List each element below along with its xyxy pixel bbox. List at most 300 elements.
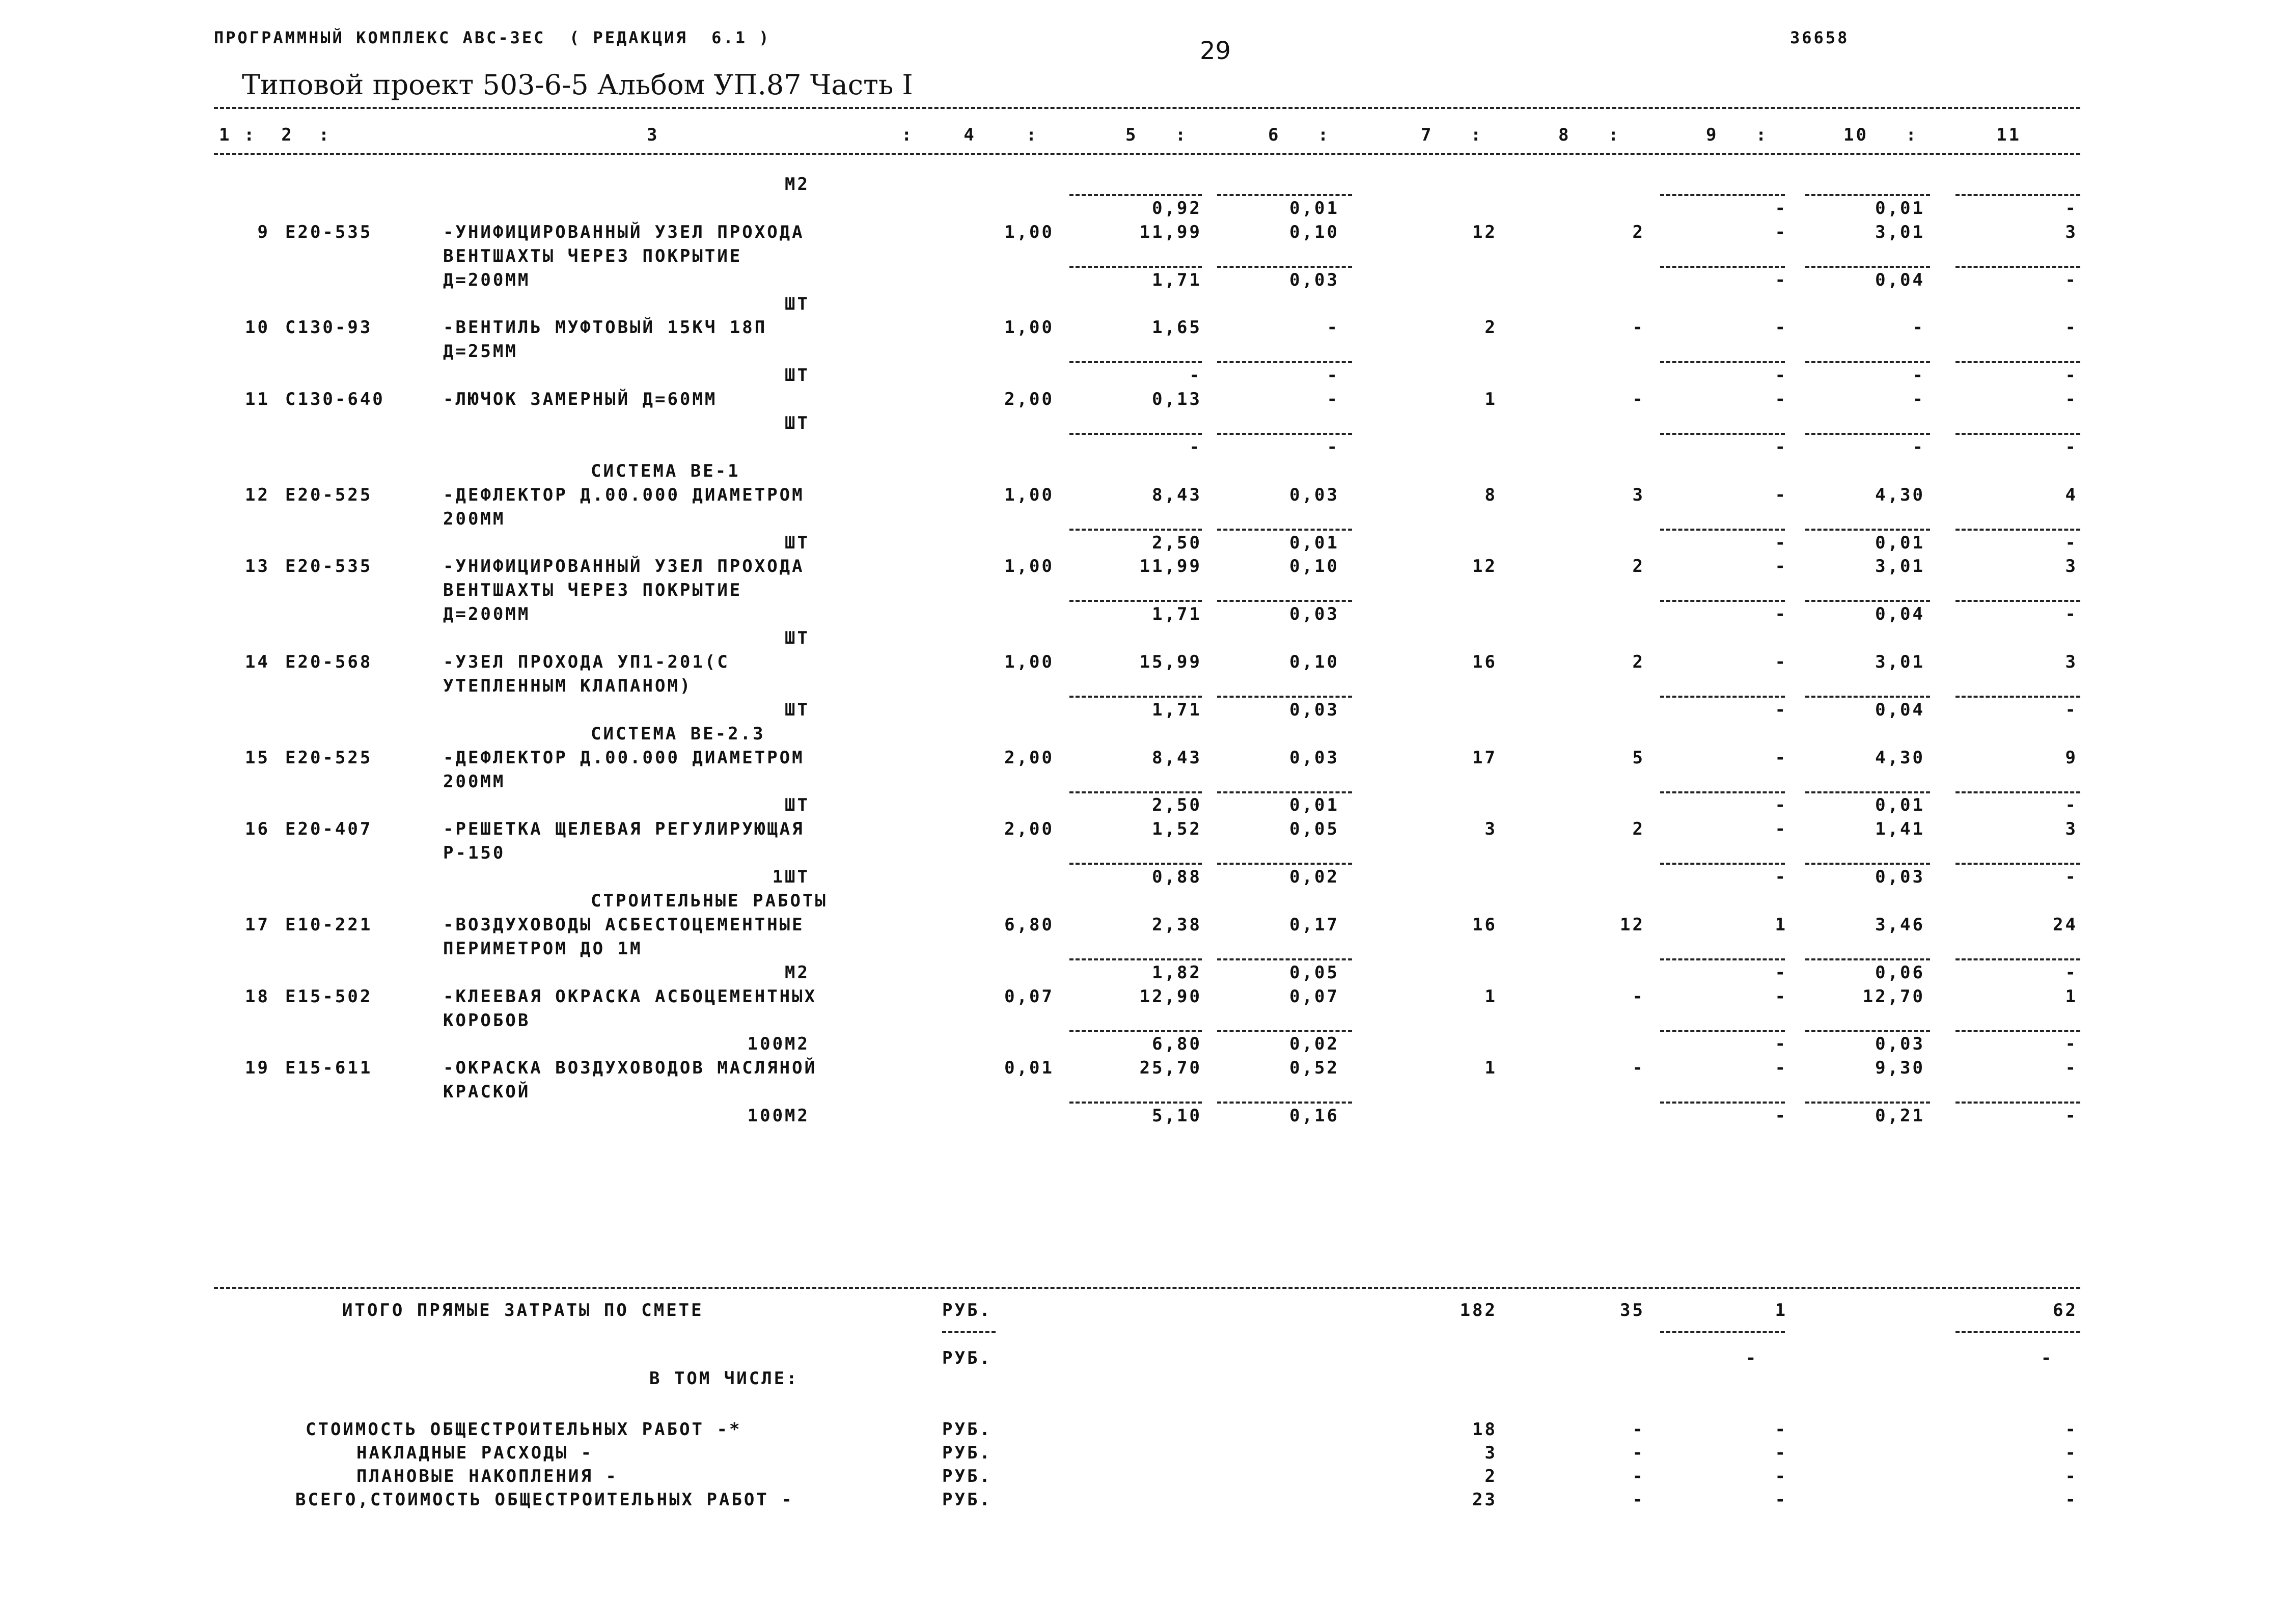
row-c5-cell: - <box>1189 437 1202 457</box>
subtotal-rule <box>1069 696 1202 698</box>
row-c5-cell: 0,13 <box>1152 389 1202 409</box>
row-no-cell: 15 <box>245 748 270 768</box>
row-c5-cell: 1,71 <box>1152 700 1202 720</box>
document-code: 36658 <box>1790 28 1850 47</box>
row-c5-cell: 8,43 <box>1152 748 1202 768</box>
row-c5-cell: 2,50 <box>1152 795 1202 815</box>
totals-unit: РУБ. <box>942 1300 992 1320</box>
row-code-cell: Е20-535 <box>285 222 373 242</box>
subtotal-rule <box>1217 863 1352 865</box>
row-c10-cell: 1,41 <box>1875 819 1925 839</box>
summary-c9-cell: - <box>1775 1419 1787 1440</box>
row-desc-cell: 200ММ <box>443 509 506 529</box>
row-qty-cell: 1,00 <box>1004 222 1054 242</box>
summary-c8-cell: - <box>1632 1466 1645 1487</box>
row-c5-cell: 1,52 <box>1152 819 1202 839</box>
row-qty-cell: 1,00 <box>1004 485 1054 505</box>
subtotal-rule <box>1660 1102 1785 1104</box>
row-c7-cell: 2 <box>1484 317 1497 338</box>
row-c11-cell: 3 <box>2065 819 2078 839</box>
subtotal-rule <box>1069 600 1202 602</box>
row-c10-cell: 0,04 <box>1875 270 1925 290</box>
row-c9-cell: - <box>1775 795 1787 815</box>
row-c11-cell: 24 <box>2053 915 2078 935</box>
row-c5-cell: 15,99 <box>1139 652 1202 672</box>
row-c6-cell: 0,01 <box>1289 795 1339 815</box>
row-c5-cell: 12,90 <box>1139 986 1202 1007</box>
subtotal-rule <box>1069 1102 1202 1104</box>
subtotal-rule <box>1069 433 1202 435</box>
row-c10-cell: - <box>1912 317 1925 338</box>
row-c10-cell: 3,01 <box>1875 222 1925 242</box>
summary-label-cell: НАКЛАДНЫЕ РАСХОДЫ - <box>356 1443 593 1463</box>
subtotal-rule <box>1217 600 1352 602</box>
row-c9-cell: - <box>1775 986 1787 1007</box>
row-c5-cell: 1,65 <box>1152 317 1202 338</box>
subtotal-rule <box>1956 361 2080 363</box>
row-unit-cell: ШТ <box>785 700 810 720</box>
subtotal-rule <box>1217 194 1352 196</box>
row-c7-cell: 16 <box>1472 915 1497 935</box>
row-desc-cell: -УНИФИЦИРОВАННЫЙ УЗЕЛ ПРОХОДА <box>443 556 805 576</box>
row-desc-cell: ВЕНТШАХТЫ ЧЕРЕЗ ПОКРЫТИЕ <box>443 580 742 600</box>
row-c9-cell: - <box>1775 1034 1787 1054</box>
summary-c8-cell: - <box>1632 1490 1645 1510</box>
row-unit-cell: 100М2 <box>747 1034 810 1054</box>
row-no-cell: 11 <box>245 389 270 409</box>
subtotal-rule <box>1956 1030 2080 1032</box>
row-c7-cell: 16 <box>1472 652 1497 672</box>
row-c10-cell: 0,03 <box>1875 1034 1925 1054</box>
row-unit-cell: ШТ <box>785 294 810 314</box>
totals-col11-rule <box>1956 1331 2080 1333</box>
row-c10-cell: 4,30 <box>1875 748 1925 768</box>
row-no-cell: 19 <box>245 1058 270 1078</box>
project-title: Типовой проект 503-6-5 Альбом УП.87 Часть I <box>242 69 913 101</box>
including-label: В ТОМ ЧИСЛЕ: <box>649 1368 799 1389</box>
row-c6-cell: 0,16 <box>1289 1106 1339 1126</box>
totals-col9-rule <box>1660 1331 1785 1333</box>
subtotal-rule <box>1660 696 1785 698</box>
row-c11-cell: - <box>2065 1058 2078 1078</box>
row-c6-cell: 0,03 <box>1289 700 1339 720</box>
program-header: ПРОГРАММНЫЙ КОМПЛЕКС АВС-3ЕС ( РЕДАКЦИЯ 6.1 ) <box>214 28 771 47</box>
row-c8-cell: 3 <box>1632 485 1645 505</box>
row-desc-cell: Д=25ММ <box>443 341 518 362</box>
row-c5-cell: 11,99 <box>1139 556 1202 576</box>
row-c11-cell: - <box>2065 270 2078 290</box>
row-unit-cell: ШТ <box>785 365 810 386</box>
row-c11-cell: 3 <box>2065 652 2078 672</box>
subtotal-rule <box>1805 958 1930 960</box>
subtotal-rule <box>1217 361 1352 363</box>
totals-label: ИТОГО ПРЯМЫЕ ЗАТРАТЫ ПО СМЕТЕ <box>342 1300 704 1320</box>
column-header-8: 9 : <box>1706 125 1769 145</box>
row-no-cell: 9 <box>257 222 270 242</box>
row-c11-cell: - <box>2065 533 2078 553</box>
row-c5-cell: 6,80 <box>1152 1034 1202 1054</box>
row-c6-cell: 0,05 <box>1289 819 1339 839</box>
row-c10-cell: 3,46 <box>1875 915 1925 935</box>
subtotal-rule <box>1660 194 1785 196</box>
row-code-cell: С130-93 <box>285 317 373 338</box>
totals-col9-b: - <box>1745 1348 1758 1368</box>
row-c6-cell: 0,02 <box>1289 867 1339 887</box>
subtotal-rule <box>1217 433 1352 435</box>
summary-unit-cell: РУБ. <box>942 1490 992 1510</box>
subtotal-rule <box>1805 696 1930 698</box>
summary-c9-cell: - <box>1775 1490 1787 1510</box>
row-c11-cell: - <box>2065 317 2078 338</box>
row-c9-cell: - <box>1775 437 1787 457</box>
column-header-5: 6 : <box>1268 125 1331 145</box>
row-c6-cell: 0,10 <box>1289 222 1339 242</box>
subtotal-rule <box>1069 1030 1202 1032</box>
row-c11-cell: - <box>2065 1106 2078 1126</box>
subtotal-rule <box>1660 433 1785 435</box>
row-c11-cell: - <box>2065 604 2078 624</box>
row-c6-cell: 0,07 <box>1289 986 1339 1007</box>
totals-col7: 182 <box>1459 1300 1497 1320</box>
row-desc-cell: -ЛЮЧОК ЗАМЕРНЫЙ Д=60ММ <box>443 389 718 409</box>
subtotal-rule <box>1217 696 1352 698</box>
row-c6-cell: 0,03 <box>1289 748 1339 768</box>
subtotal-rule <box>1956 791 2080 793</box>
summary-label-cell: ПЛАНОВЫЕ НАКОПЛЕНИЯ - <box>356 1466 618 1487</box>
row-c7-cell: 1 <box>1484 1058 1497 1078</box>
row-c5-cell: 1,71 <box>1152 270 1202 290</box>
row-c10-cell: 4,30 <box>1875 485 1925 505</box>
subtotal-rule <box>1069 194 1202 196</box>
row-c11-cell: - <box>2065 198 2078 218</box>
column-header-9: 10 : <box>1843 125 1918 145</box>
row-c9-cell: - <box>1775 270 1787 290</box>
totals-col9: 1 <box>1775 1300 1787 1320</box>
row-qty-cell: 0,07 <box>1004 986 1054 1007</box>
row-c5-cell: 0,92 <box>1152 198 1202 218</box>
row-c9-cell: 1 <box>1775 915 1787 935</box>
summary-c7-cell: 3 <box>1484 1443 1497 1463</box>
section-heading: СИСТЕМА ВЕ-1 <box>591 461 740 481</box>
row-c8-cell: 2 <box>1632 222 1645 242</box>
totals-col11-b: - <box>2041 1348 2054 1368</box>
totals-unit-2: РУБ. <box>942 1348 992 1368</box>
row-code-cell: Е15-611 <box>285 1058 373 1078</box>
row-c11-cell: 3 <box>2065 222 2078 242</box>
row-qty-cell: 1,00 <box>1004 556 1054 576</box>
subtotal-rule <box>1956 266 2080 268</box>
row-c9-cell: - <box>1775 1058 1787 1078</box>
row-c7-cell: 1 <box>1484 986 1497 1007</box>
subtotal-rule <box>1805 433 1930 435</box>
row-qty-cell: 2,00 <box>1004 389 1054 409</box>
summary-c7-cell: 2 <box>1484 1466 1497 1487</box>
summary-c11-cell: - <box>2065 1466 2078 1487</box>
row-c9-cell: - <box>1775 1106 1787 1126</box>
subtotal-rule <box>1805 1102 1930 1104</box>
row-c11-cell: - <box>2065 365 2078 386</box>
row-c9-cell: - <box>1775 198 1787 218</box>
row-c6-cell: 0,03 <box>1289 270 1339 290</box>
subtotal-rule <box>1956 194 2080 196</box>
row-desc-cell: Д=200ММ <box>443 270 531 290</box>
row-desc-cell: -КЛЕЕВАЯ ОКРАСКА АСБОЦЕМЕНТНЫХ <box>443 986 817 1007</box>
row-desc-cell: -ВОЗДУХОВОДЫ АСБЕСТОЦЕМЕНТНЫЕ <box>443 915 805 935</box>
row-no-cell: 14 <box>245 652 270 672</box>
row-unit-cell: ШТ <box>785 628 810 648</box>
row-c9-cell: - <box>1775 867 1787 887</box>
subtotal-rule <box>1217 1102 1352 1104</box>
row-c5-cell: 2,38 <box>1152 915 1202 935</box>
row-code-cell: Е20-535 <box>285 556 373 576</box>
row-c10-cell: 0,03 <box>1875 867 1925 887</box>
row-no-cell: 18 <box>245 986 270 1007</box>
subtotal-rule <box>1805 361 1930 363</box>
row-c11-cell: - <box>2065 389 2078 409</box>
subtotal-rule <box>1660 361 1785 363</box>
subtotal-rule <box>1956 696 2080 698</box>
row-c10-cell: 3,01 <box>1875 556 1925 576</box>
subtotal-rule <box>1217 266 1352 268</box>
row-c10-cell: 0,01 <box>1875 795 1925 815</box>
subtotal-rule <box>1217 529 1352 531</box>
summary-c11-cell: - <box>2065 1490 2078 1510</box>
row-no-cell: 16 <box>245 819 270 839</box>
column-header-7: 8 : <box>1558 125 1621 145</box>
header-rule-top <box>214 107 2080 109</box>
row-qty-cell: 1,00 <box>1004 652 1054 672</box>
row-c7-cell: 3 <box>1484 819 1497 839</box>
row-code-cell: С130-640 <box>285 389 385 409</box>
row-unit-cell: ШТ <box>785 795 810 815</box>
row-c5-cell: 2,50 <box>1152 533 1202 553</box>
row-desc-cell: -ДЕФЛЕКТОР Д.00.000 ДИАМЕТРОМ <box>443 748 805 768</box>
row-code-cell: Е20-525 <box>285 485 373 505</box>
row-no-cell: 17 <box>245 915 270 935</box>
row-c9-cell: - <box>1775 222 1787 242</box>
row-qty-cell: 2,00 <box>1004 748 1054 768</box>
subtotal-rule <box>1805 529 1930 531</box>
row-c11-cell: 3 <box>2065 556 2078 576</box>
row-unit-cell: ШТ <box>785 533 810 553</box>
row-c8-cell: - <box>1632 986 1645 1007</box>
subtotal-rule <box>1956 1102 2080 1104</box>
row-c5-cell: 8,43 <box>1152 485 1202 505</box>
subtotal-rule <box>1660 529 1785 531</box>
row-c9-cell: - <box>1775 700 1787 720</box>
row-c11-cell: - <box>2065 962 2078 983</box>
subtotal-rule <box>1217 1030 1352 1032</box>
row-c9-cell: - <box>1775 748 1787 768</box>
row-c6-cell: - <box>1327 437 1339 457</box>
summary-unit-cell: РУБ. <box>942 1466 992 1487</box>
row-unit-cell: М2 <box>785 174 810 195</box>
column-header-1: 1 : 2 : <box>219 125 332 145</box>
subtotal-rule <box>1660 600 1785 602</box>
row-c9-cell: - <box>1775 604 1787 624</box>
row-c6-cell: 0,52 <box>1289 1058 1339 1078</box>
subtotal-rule <box>1805 1030 1930 1032</box>
column-header-6: 7 : <box>1421 125 1483 145</box>
totals-col8: 35 <box>1620 1300 1645 1320</box>
row-c7-cell: 12 <box>1472 556 1497 576</box>
row-c7-cell: 12 <box>1472 222 1497 242</box>
row-c9-cell: - <box>1775 317 1787 338</box>
summary-c8-cell: - <box>1632 1419 1645 1440</box>
subtotal-rule <box>1805 266 1930 268</box>
row-c5-cell: 5,10 <box>1152 1106 1202 1126</box>
row-qty-cell: 1,00 <box>1004 317 1054 338</box>
subtotal-rule <box>1805 600 1930 602</box>
subtotal-rule <box>1069 791 1202 793</box>
subtotal-rule <box>1956 863 2080 865</box>
row-unit-cell: М2 <box>785 962 810 983</box>
row-unit-cell: ШТ <box>785 413 810 433</box>
row-c6-cell: 0,17 <box>1289 915 1339 935</box>
row-c10-cell: - <box>1912 365 1925 386</box>
row-c8-cell: - <box>1632 389 1645 409</box>
subtotal-rule <box>1805 791 1930 793</box>
row-c7-cell: 17 <box>1472 748 1497 768</box>
section-heading: СИСТЕМА ВЕ-2.3 <box>591 724 765 744</box>
row-c6-cell: 0,02 <box>1289 1034 1339 1054</box>
row-c9-cell: - <box>1775 556 1787 576</box>
row-c11-cell: 1 <box>2065 986 2078 1007</box>
row-c9-cell: - <box>1775 533 1787 553</box>
row-c6-cell: 0,10 <box>1289 556 1339 576</box>
subtotal-rule <box>1069 529 1202 531</box>
row-c10-cell: - <box>1912 389 1925 409</box>
summary-c11-cell: - <box>2065 1443 2078 1463</box>
row-desc-cell: КОРОБОВ <box>443 1010 531 1031</box>
row-c6-cell: - <box>1327 389 1339 409</box>
row-c11-cell: - <box>2065 1034 2078 1054</box>
totals-unit-rule <box>942 1331 996 1333</box>
row-unit-cell: 1ШТ <box>772 867 810 887</box>
row-c10-cell: 0,01 <box>1875 533 1925 553</box>
row-desc-cell: ВЕНТШАХТЫ ЧЕРЕЗ ПОКРЫТИЕ <box>443 246 742 266</box>
row-c6-cell: - <box>1327 317 1339 338</box>
header-rule-bottom <box>214 153 2080 155</box>
row-c10-cell: 0,21 <box>1875 1106 1925 1126</box>
column-header-4: 5 : <box>1125 125 1188 145</box>
row-no-cell: 13 <box>245 556 270 576</box>
row-desc-cell: УТЕПЛЕННЫМ КЛАПАНОМ) <box>443 676 693 696</box>
row-c6-cell: 0,10 <box>1289 652 1339 672</box>
section-heading: СТРОИТЕЛЬНЫЕ РАБОТЫ <box>591 891 828 911</box>
summary-unit-cell: РУБ. <box>942 1419 992 1440</box>
row-c6-cell: 0,05 <box>1289 962 1339 983</box>
row-c11-cell: - <box>2065 867 2078 887</box>
row-c8-cell: 2 <box>1632 819 1645 839</box>
row-c8-cell: 12 <box>1620 915 1645 935</box>
row-c10-cell: - <box>1912 437 1925 457</box>
row-c7-cell: 8 <box>1484 485 1497 505</box>
summary-c7-cell: 23 <box>1472 1490 1497 1510</box>
summary-c7-cell: 18 <box>1472 1419 1497 1440</box>
row-code-cell: Е20-525 <box>285 748 373 768</box>
row-c8-cell: - <box>1632 1058 1645 1078</box>
totals-rule <box>214 1287 2080 1289</box>
row-qty-cell: 0,01 <box>1004 1058 1054 1078</box>
row-desc-cell: ПЕРИМЕТРОМ ДО 1М <box>443 939 643 959</box>
row-c5-cell: 1,71 <box>1152 604 1202 624</box>
subtotal-rule <box>1660 1030 1785 1032</box>
subtotal-rule <box>1660 791 1785 793</box>
row-c8-cell: - <box>1632 317 1645 338</box>
row-c9-cell: - <box>1775 485 1787 505</box>
column-header-10: 11 <box>1996 125 2021 145</box>
row-desc-cell: 200ММ <box>443 772 506 792</box>
summary-c11-cell: - <box>2065 1419 2078 1440</box>
summary-c9-cell: - <box>1775 1443 1787 1463</box>
row-c9-cell: - <box>1775 962 1787 983</box>
summary-label-cell: ВСЕГО,СТОИМОСТЬ ОБЩЕСТРОИТЕЛЬНЫХ РАБОТ - <box>295 1490 794 1510</box>
row-c11-cell: - <box>2065 437 2078 457</box>
row-c9-cell: - <box>1775 819 1787 839</box>
subtotal-rule <box>1956 433 2080 435</box>
subtotal-rule <box>1805 194 1930 196</box>
summary-c9-cell: - <box>1775 1466 1787 1487</box>
column-header-3: : 4 : <box>901 125 1039 145</box>
row-no-cell: 12 <box>245 485 270 505</box>
row-code-cell: Е15-502 <box>285 986 373 1007</box>
subtotal-rule <box>1660 266 1785 268</box>
column-header-2: 3 <box>647 125 659 145</box>
row-c6-cell: 0,03 <box>1289 485 1339 505</box>
subtotal-rule <box>1217 791 1352 793</box>
row-desc-cell: КРАСКОЙ <box>443 1082 531 1102</box>
subtotal-rule <box>1217 958 1352 960</box>
subtotal-rule <box>1069 958 1202 960</box>
totals-col11: 62 <box>2053 1300 2078 1320</box>
row-desc-cell: -РЕШЕТКА ЩЕЛЕВАЯ РЕГУЛИРУЮЩАЯ <box>443 819 805 839</box>
subtotal-rule <box>1956 958 2080 960</box>
summary-unit-cell: РУБ. <box>942 1443 992 1463</box>
row-c9-cell: - <box>1775 365 1787 386</box>
row-c6-cell: 0,03 <box>1289 604 1339 624</box>
row-unit-cell: 100М2 <box>747 1106 810 1126</box>
row-c9-cell: - <box>1775 389 1787 409</box>
row-code-cell: Е20-568 <box>285 652 373 672</box>
row-desc-cell: -ВЕНТИЛЬ МУФТОВЫЙ 15КЧ 18П <box>443 317 767 338</box>
row-c6-cell: - <box>1327 365 1339 386</box>
subtotal-rule <box>1069 266 1202 268</box>
row-c5-cell: - <box>1189 365 1202 386</box>
row-c7-cell: 1 <box>1484 389 1497 409</box>
row-c10-cell: 3,01 <box>1875 652 1925 672</box>
row-desc-cell: -УЗЕЛ ПРОХОДА УП1-201(С <box>443 652 730 672</box>
row-c5-cell: 11,99 <box>1139 222 1202 242</box>
subtotal-rule <box>1956 529 2080 531</box>
row-c10-cell: 0,06 <box>1875 962 1925 983</box>
row-c8-cell: 5 <box>1632 748 1645 768</box>
row-c6-cell: 0,01 <box>1289 198 1339 218</box>
subtotal-rule <box>1069 863 1202 865</box>
subtotal-rule <box>1805 863 1930 865</box>
subtotal-rule <box>1069 361 1202 363</box>
row-c11-cell: 4 <box>2065 485 2078 505</box>
row-c10-cell: 0,04 <box>1875 700 1925 720</box>
subtotal-rule <box>1956 600 2080 602</box>
row-code-cell: Е20-407 <box>285 819 373 839</box>
row-c11-cell: 9 <box>2065 748 2078 768</box>
row-c10-cell: 9,30 <box>1875 1058 1925 1078</box>
row-desc-cell: Р-150 <box>443 843 506 863</box>
row-c8-cell: 2 <box>1632 652 1645 672</box>
row-c5-cell: 1,82 <box>1152 962 1202 983</box>
row-code-cell: Е10-221 <box>285 915 373 935</box>
